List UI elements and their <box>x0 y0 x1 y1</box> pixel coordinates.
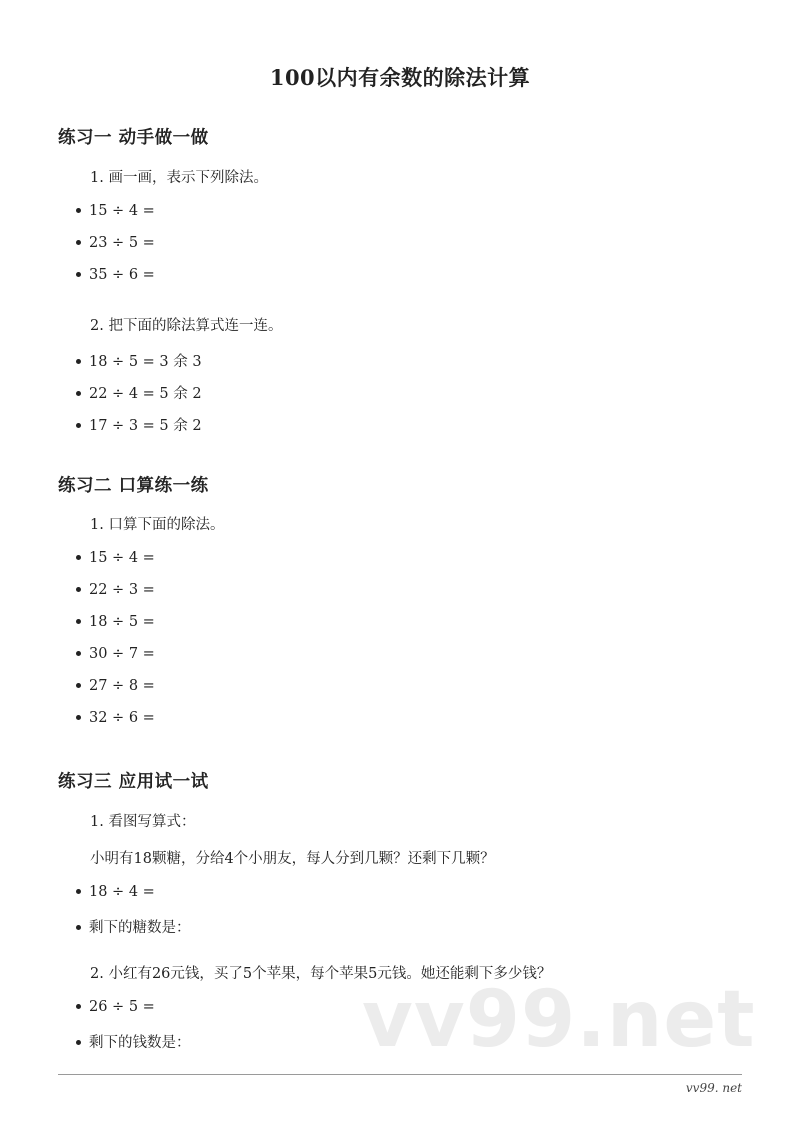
bullet-dot <box>76 683 81 688</box>
bullet-dot <box>76 925 81 930</box>
list-item-text: 22 ÷ 3 = <box>89 582 155 598</box>
bullet-dot <box>76 391 81 396</box>
bullet-dot <box>76 587 81 592</box>
bullet-dot <box>76 423 81 428</box>
bullet-dot <box>76 359 81 364</box>
bullet-dot <box>76 889 81 894</box>
bullet-dot <box>76 651 81 656</box>
bullet-dot <box>76 272 81 277</box>
list-item-text: 32 ÷ 6 = <box>89 710 155 726</box>
list-item-text: 27 ÷ 8 = <box>89 678 155 694</box>
exercise-3-1-heading: 1. 看图写算式： <box>90 814 196 830</box>
watermark: vv99.net <box>362 975 756 1065</box>
bullet-dot <box>76 208 81 213</box>
list-item <box>76 710 155 726</box>
list-item <box>76 646 155 662</box>
list-item-text: 15 ÷ 4 = <box>89 203 155 219</box>
list-item <box>76 550 155 566</box>
list-item-text: 30 ÷ 7 = <box>89 646 155 662</box>
list-item-text: 18 ÷ 5 = <box>89 614 155 630</box>
list-item-text: 17 ÷ 3 = 5 余 2 <box>89 418 202 434</box>
bullet-dot <box>76 1004 81 1009</box>
section-heading-2: 练习二 口算练一练 <box>58 476 209 496</box>
list-item-text: 35 ÷ 6 = <box>89 267 155 283</box>
exercise-3-1-text: 小明有18颗糖，分给4个小朋友，每人分到几颗？还剩下几颗？ <box>90 851 495 867</box>
footer-rule <box>58 1074 742 1075</box>
list-item <box>76 382 202 403</box>
list-item <box>76 916 191 937</box>
list-item <box>76 1031 191 1052</box>
section-heading-1: 练习一 动手做一做 <box>58 128 209 148</box>
bullet-dot <box>76 715 81 720</box>
list-item-text: 15 ÷ 4 = <box>89 550 155 566</box>
bullet-dot <box>76 619 81 624</box>
list-item <box>76 203 155 219</box>
list-item <box>76 678 155 694</box>
list-item-text: 23 ÷ 5 = <box>89 235 155 251</box>
list-item <box>76 884 155 900</box>
list-item <box>76 235 155 251</box>
list-item-text: 26 ÷ 5 = <box>89 999 155 1015</box>
list-item <box>76 267 155 283</box>
list-item-text: 18 ÷ 4 = <box>89 884 155 900</box>
bullet-dot <box>76 1040 81 1045</box>
exercise-1-2-heading: 2. 把下面的除法算式连一连。 <box>90 318 283 334</box>
bullet-dot <box>76 555 81 560</box>
footer-site-text: vv99. net <box>685 1081 742 1095</box>
bullet-dot <box>76 240 81 245</box>
exercise-3-2-heading: 2. 小红有26元钱，买了5个苹果，每个苹果5元钱。她还能剩下多少钱？ <box>90 966 552 982</box>
exercise-1-1-heading: 1. 画一画，表示下列除法。 <box>90 170 268 186</box>
list-item <box>76 614 155 630</box>
section-heading-3: 练习三 应用试一试 <box>58 772 209 792</box>
list-item-text: 剩下的钱数是： <box>89 1035 191 1051</box>
list-item-text: 22 ÷ 4 = 5 余 2 <box>89 386 202 402</box>
exercise-2-1-heading: 1. 口算下面的除法。 <box>90 517 225 533</box>
list-item-text: 剩下的糖数是： <box>89 920 191 936</box>
list-item <box>76 582 155 598</box>
page-title: 100以内有余数的除法计算 <box>269 65 531 90</box>
list-item <box>76 350 202 371</box>
list-item <box>76 999 155 1015</box>
list-item <box>76 414 202 435</box>
list-item-text: 18 ÷ 5 = 3 余 3 <box>89 354 202 370</box>
